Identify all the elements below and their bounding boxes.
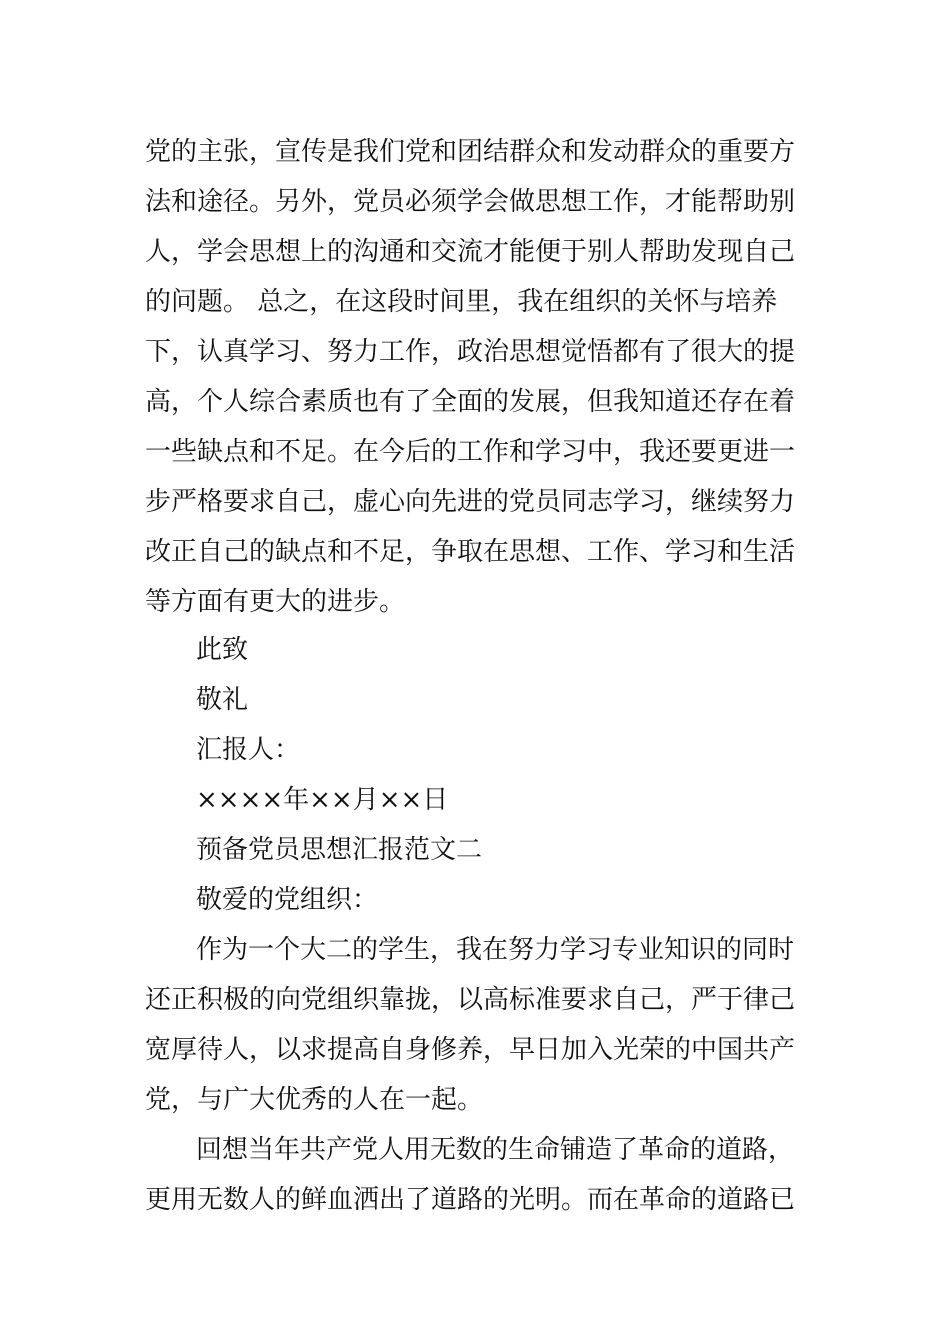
report-date: ××××年××月××日 (196, 785, 449, 815)
paragraph-line: 更用无数人的鲜血洒出了道路的光明。而在革命的道路已 (145, 1185, 796, 1215)
paragraph-line: 作为一个大二的学生，我在努力学习专业知识的同时 (196, 935, 795, 965)
section-title: 预备党员思想汇报范文二 (196, 835, 483, 865)
paragraph-line: 一些缺点和不足。在今后的工作和学习中，我还要更进一 (145, 437, 796, 467)
paragraph-line: 宽厚待人，以求提高自身修养，早日加入光荣的中国共产 (145, 1035, 796, 1065)
paragraph-line: 等方面有更大的进步。 (145, 587, 406, 617)
paragraph-line: 党，与广大优秀的人在一起。 (145, 1085, 484, 1115)
paragraph-line: 党的主张，宣传是我们党和团结群众和发动群众的重要方 (145, 137, 796, 167)
paragraph-line: 人，学会思想上的沟通和交流才能便于别人帮助发现自己 (145, 237, 796, 267)
closing-regards: 敬礼 (196, 685, 249, 715)
paragraph-line: 下，认真学习、努力工作，政治思想觉悟都有了很大的提 (145, 337, 796, 367)
greeting: 敬爱的党组织： (196, 885, 379, 915)
closing-salutation: 此致 (196, 635, 249, 665)
paragraph-line: 高，个人综合素质也有了全面的发展，但我知道还存在着 (145, 387, 796, 417)
paragraph-line: 法和途径。另外，党员必须学会做思想工作，才能帮助别 (145, 187, 796, 217)
paragraph-line: 步严格要求自己，虚心向先进的党员同志学习，继续努力 (145, 487, 796, 517)
reporter-label: 汇报人： (196, 735, 301, 765)
paragraph-line: 改正自己的缺点和不足，争取在思想、工作、学习和生活 (145, 537, 796, 567)
paragraph-line: 的问题。 总之，在这段时间里，我在组织的关怀与培养 (145, 287, 778, 317)
paragraph-line: 回想当年共产党人用无数的生命铺造了革命的道路， (196, 1135, 795, 1165)
paragraph-line: 还正积极的向党组织靠拢，以高标准要求自己，严于律己 (145, 985, 796, 1015)
